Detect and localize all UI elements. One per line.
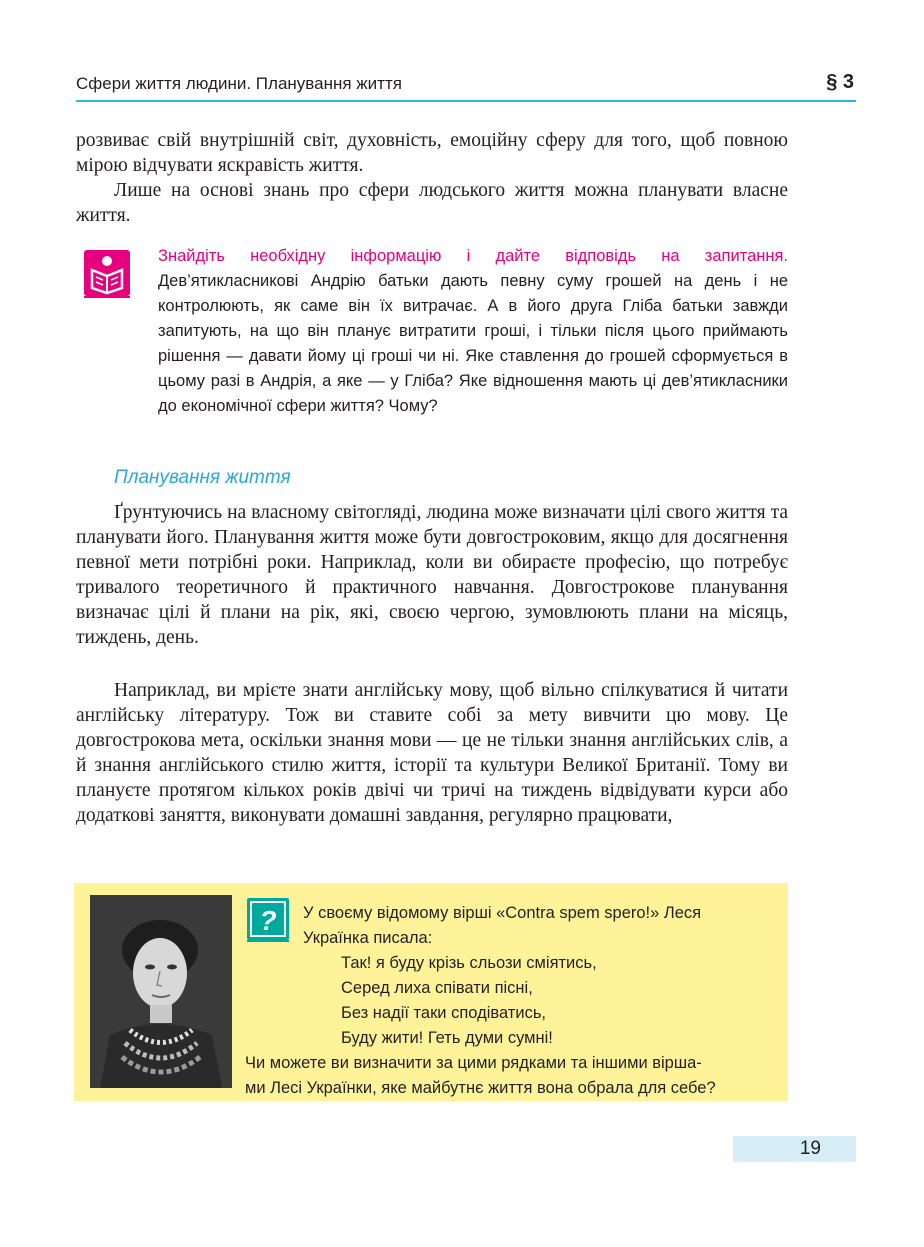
task-icon-underline <box>84 296 130 298</box>
section-heading: Планування життя <box>114 467 291 488</box>
task-lead: Знайдіть необхідну інформацію і дайте відповідь на запитання. <box>158 247 788 265</box>
chapter-title: Сфери життя людини. Планування життя <box>76 74 402 93</box>
poem-line-1: Так! я буду крізь сльози сміятись, <box>341 954 597 972</box>
section-paragraph-1: Ґрунтуючись на власному світогляді, людина може визначати цілі свого життя та планувати його. Планування життя може бути довгостроковим, якщо для досягнення певної мети потрібні роки. Наприклад, коли ви обираєте професію, що потребує тривалого теоретичного й практичного навчання. Довгострокове планування визначає цілі й плани на рік, які, своєю чергою, зумовлюють плани на місяць, тиждень, день. <box>76 502 788 648</box>
question-intro-line-2: Українка писала: <box>303 929 433 947</box>
svg-text:?: ? <box>259 905 277 936</box>
poem-line-3: Без надії таки сподіватись, <box>341 1004 547 1022</box>
section-paragraph-2: Наприклад, ви мрієте знати англійську мову, щоб вільно спілкуватися й читати англійську літературу. Тож ви ставите собі за мету вивчити цю мову. Це довгострокова мета, оскільки знання мови — це не тільки знання англійських слів, а й знання англійського стилю життя, історії та культури Великої Британії. Тому ви плануєте протягом кількох років двічі чи тричі на тиждень відвідувати курси або додаткові заняття, виконувати домашні завдання, регулярно працювати, <box>76 680 788 826</box>
page-number: 19 <box>799 1138 821 1159</box>
question-intro-line-1: У своєму відомому вірші «Contra spem spero!» Леся <box>303 904 702 922</box>
task-body: Дев’ятикласникові Андрію батьки дають певну суму грошей на день і не контролюють, як саме він їх витрачає. А в його друга Гліба батьки завжди запитують, на що він планує витратити гроші, і тільки після цього приймають рішення — давати йому ці гроші чи ні. Яке ставлення до грошей сформується в цьому разі в Андрія, а яке — у Гліба? Яке відношення мають ці дев’ятикласники до економічної сфери життя? Чому? <box>158 272 788 415</box>
question-line-1: Чи можете ви визначити за цими рядками та іншими вірша- <box>245 1054 702 1072</box>
intro-paragraph-2: Лише на основі знань про сфери людського життя можна планувати власне життя. <box>76 180 788 226</box>
poem-line-2: Серед лиха співати пісні, <box>341 979 533 997</box>
question-line-2: ми Лесі Українки, яке майбутнє життя вона обрала для себе? <box>245 1079 716 1097</box>
intro-paragraph-1: розвиває свій внутрішній світ, духовність, емоційну сферу для того, щоб повною мірою відчувати яскравість життя. <box>76 130 788 176</box>
question-mark-icon <box>247 898 289 940</box>
poem-line-4: Буду жити! Геть думи сумні! <box>341 1029 553 1047</box>
page-header <box>76 71 856 102</box>
section-number: § 3 <box>826 71 854 93</box>
reading-book-icon <box>84 250 130 296</box>
question-icon-underline <box>247 940 289 942</box>
task-block <box>158 244 788 419</box>
portrait-photo <box>90 895 232 1088</box>
